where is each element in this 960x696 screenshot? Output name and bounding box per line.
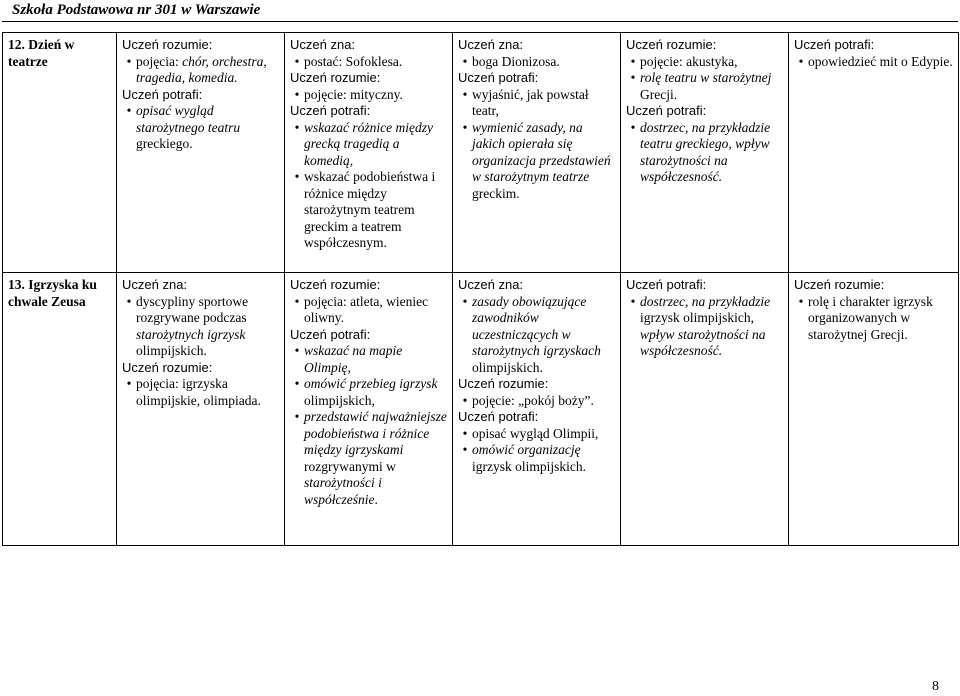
group-label: Uczeń potrafi: [626,103,707,118]
bullet-item [794,294,954,344]
bullet-item [626,54,784,71]
content-cell [453,273,621,546]
item-text: rolę i charakter igrzysk organizowanych w starożytnej Grecji. [808,293,933,342]
item-text: przedstawić najważniejsze podobieństwa i różnice między igrzyskami [304,409,447,457]
bullet-item [290,87,448,104]
group-label: Uczeń rozumie: [794,277,885,292]
bullet-item [458,87,616,120]
item-text: chór, orchestra, tragedia, komedia. [136,53,267,85]
group-label: Uczeń potrafi: [458,409,539,424]
group-label: Uczeń zna: [290,37,356,52]
item-text: wpływ starożytności na współczesność. [640,326,766,358]
item-text: igrzysk olimpijskich, [640,310,754,325]
bullet-item [458,442,616,475]
content-cell [285,273,453,546]
bullet-item [626,120,784,186]
item-text: pojęcia: igrzyska olimpijskie, olimpiada. [136,376,261,408]
item-text: Grecji. [640,86,678,102]
item-text: wskazać różnice między grecką tragedią a komedią, [304,119,433,168]
content-cell [621,273,789,546]
content-cell [285,33,453,273]
item-text: greckiego. [136,136,193,151]
bullet-item [290,54,448,71]
item-text: olimpijskich. [472,359,543,375]
table-row [3,273,959,546]
item-text: olimpijskich, [304,392,375,408]
item-text: wymienić [472,119,527,135]
group-label: Uczeń rozumie: [122,359,213,375]
bullet-item [290,169,448,252]
topic-cell: 12. Dzień w teatrze [3,33,117,273]
group-label: Uczeń zna: [122,277,188,292]
content-cell [789,33,959,273]
item-text: olimpijskich. [136,343,207,358]
bullet-item [122,54,280,87]
group-label: Uczeń rozumie: [458,376,549,391]
item-text: pojęcia: atleta, wieniec oliwny. [304,293,429,325]
group-label: Uczeń potrafi: [626,277,707,292]
item-text: igrzysk olimpijskich. [472,458,586,474]
item-text: postać: Sofoklesa. [304,53,403,69]
item-text: dostrzec, na przykładzie teatru greckiego, wpływ starożytności na współczesność. [640,119,771,184]
item-text: opisać wygląd Olimpii, [472,425,599,441]
bullet-item [794,54,954,71]
bullet-item [626,294,784,360]
content-cell [117,273,285,546]
page-number: 8 [932,679,939,694]
item-text: pojęcie: mityczny. [304,86,403,102]
group-label: Uczeń potrafi: [458,70,539,85]
item-text: zasady, na jakich opierała się organizacja przedstawień w starożytnym teatrze [472,119,611,184]
page-header: Szkoła Podstawowa nr 301 w Warszawie [12,2,261,18]
content-cell [789,273,959,546]
item-text: boga Dionizosa. [472,53,560,69]
bullet-item [122,294,280,360]
item-text: . [374,491,378,507]
bullet-item [290,376,448,409]
item-text: pojęcie: akustyka, [640,53,738,69]
item-text: rolę teatru w starożytnej [640,70,772,85]
bullet-item [122,376,280,409]
item-text: starożytnych igrzysk [136,326,246,342]
item-text: greckim. [472,185,520,201]
curriculum-table-body [3,33,959,546]
item-text: omówić organizację [472,442,581,457]
group-label: Uczeń rozumie: [290,277,381,292]
bullet-item [290,294,448,327]
bullet-item [290,409,448,508]
bullet-item [458,54,616,71]
group-label: Uczeń potrafi: [794,37,875,52]
header-rule [2,21,958,22]
item-text: omówić przebieg igrzysk [304,376,438,391]
bullet-item [122,103,280,153]
table-row [3,33,959,273]
item-text: rozgrywanymi w [304,458,396,474]
bullet-item [458,294,616,377]
content-cell [117,33,285,273]
content-cell [453,33,621,273]
group-label: Uczeń zna: [458,277,524,292]
group-label: Uczeń potrafi: [290,326,371,342]
bullet-item [290,343,448,376]
group-label: Uczeń zna: [458,37,524,52]
group-label: Uczeń potrafi: [290,103,371,118]
item-text: opowiedzieć mit o Edypie. [808,53,953,69]
item-text: zasady obowiązujące zawodników uczestniczących w starożytnych igrzyskach [472,293,601,358]
item-text: wskazać na mapie Olimpię, [304,343,403,375]
group-label: Uczeń rozumie: [626,37,717,52]
bullet-item [290,120,448,170]
item-text: starożytności i współcześnie [304,475,382,507]
bullet-item [458,426,616,443]
item-text: opisać wygląd starożytnego teatru [136,103,241,135]
item-text: pojęcie: „pokój boży”. [472,392,594,408]
group-label: Uczeń rozumie: [290,70,381,85]
group-label: Uczeń potrafi: [122,86,203,102]
item-text: dyscypliny sportowe rozgrywane podczas [136,293,249,325]
curriculum-table [2,32,959,546]
bullet-item [458,393,616,410]
group-label: Uczeń rozumie: [122,37,213,52]
bullet-item [626,70,784,103]
item-text: pojęcia: [136,53,183,69]
bullet-item [458,120,616,203]
item-text: dostrzec, na przykładzie [640,293,771,309]
item-text: wskazać podobieństwa i różnice między starożytnym teatrem greckim a teatrem współczesnym. [304,169,436,250]
item-text: wyjaśnić, jak powstał teatr, [472,86,589,118]
content-cell [621,33,789,273]
topic-cell: 13. Igrzyska ku chwale Zeusa [3,273,117,546]
